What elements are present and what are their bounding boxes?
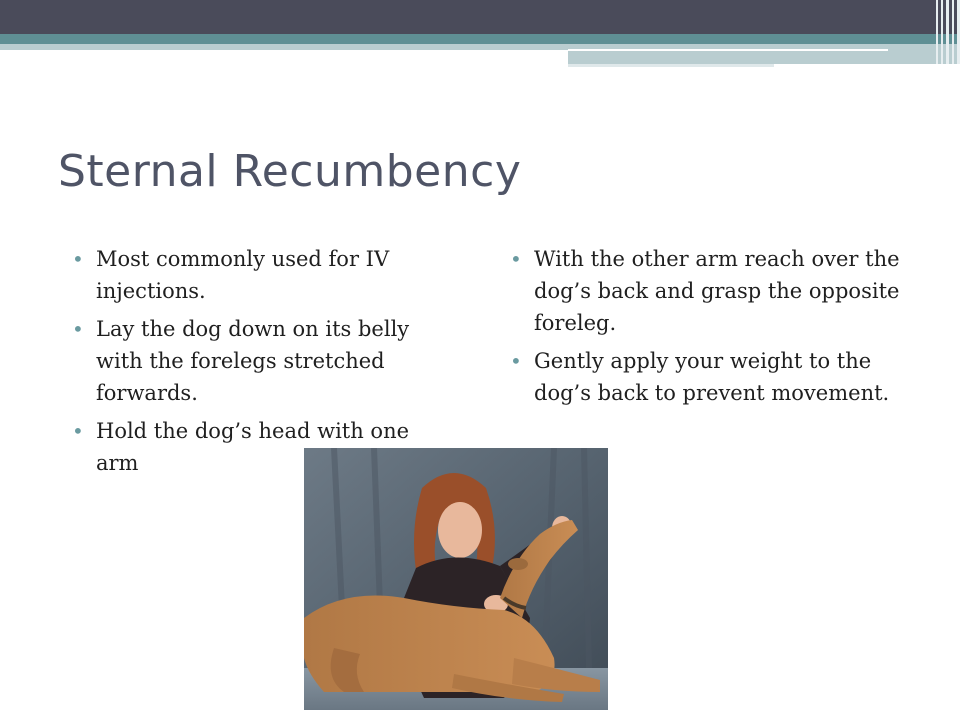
- header-light-stripe: [0, 44, 568, 50]
- bullet-text: Most commonly used for IV injections.: [96, 247, 390, 303]
- header-end-lines: [934, 0, 960, 64]
- header-light-block: [568, 44, 960, 64]
- header-shadow-line: [568, 64, 774, 67]
- bullet-icon: •: [72, 419, 84, 443]
- bullet-text: Hold the dog’s head with one arm: [96, 419, 410, 475]
- right-bullet-list: [510, 243, 910, 415]
- bullet-item: [510, 243, 910, 339]
- bullet-icon: •: [510, 247, 522, 271]
- bullet-text: Gently apply your weight to the dog’s back to prevent movement.: [534, 349, 890, 405]
- header-bar: [0, 0, 960, 34]
- restraint-photo: [304, 448, 608, 710]
- slide-title: Sternal Recumbency: [58, 146, 522, 197]
- bullet-text: Lay the dog down on its belly with the forelegs stretched forwards.: [96, 317, 410, 405]
- bullet-item: [72, 313, 442, 409]
- bullet-item: [72, 243, 442, 307]
- bullet-text: With the other arm reach over the dog’s back and grasp the opposite foreleg.: [534, 247, 900, 335]
- header-highlight-line: [568, 49, 888, 51]
- bullet-icon: •: [510, 349, 522, 373]
- bullet-item: [510, 345, 910, 409]
- bullet-icon: •: [72, 247, 84, 271]
- bullet-icon: •: [72, 317, 84, 341]
- header-accent-stripe: [0, 34, 960, 44]
